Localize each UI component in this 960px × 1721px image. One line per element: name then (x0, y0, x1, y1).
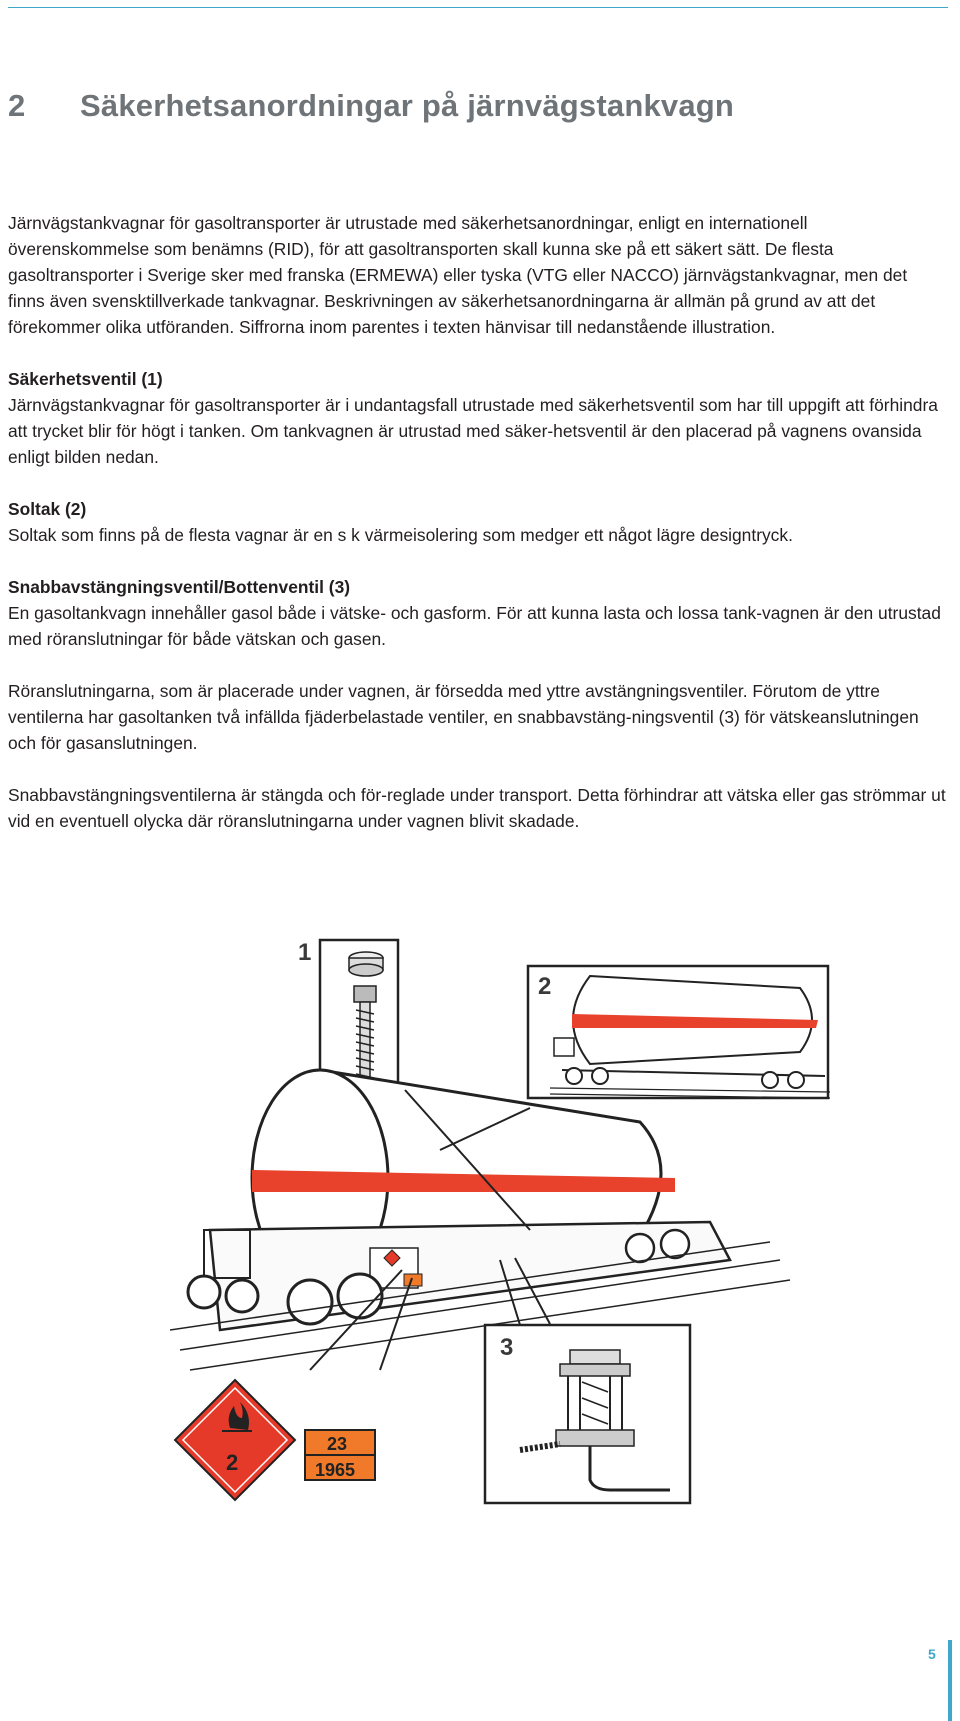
orange-plate (305, 1430, 375, 1480)
section-soltak (8, 496, 948, 548)
hazard-label-icon (175, 1380, 295, 1500)
page-title (8, 88, 734, 124)
callout-2: 2 (538, 973, 552, 1000)
section-heading: Snabbavstängningsventil/Bottenventil (3) (8, 577, 351, 597)
section-text: En gasoltankvagn innehåller gasol både i vätske- och gasform. För att kunna lasta och lossa tank-vagnen är den utrustad med röranslutningar för både vätskan och gasen. (8, 603, 941, 649)
hazard-class-number: 2 (226, 1450, 239, 1475)
plate-top-number: 23 (327, 1434, 348, 1454)
page-edge-bar (948, 1640, 952, 1721)
panel-bottom-valve (485, 1325, 690, 1503)
page-number: 5 (928, 1646, 936, 1662)
callout-3: 3 (500, 1334, 514, 1361)
section-text: Soltak som finns på de flesta vagnar är en s k värmeisolering som medger ett något lägre designtryck. (8, 525, 793, 545)
callout-1: 1 (298, 939, 312, 966)
section-bottenventil (8, 574, 948, 652)
panel-sun-roof (528, 966, 830, 1098)
plate-bottom-number: 1965 (315, 1460, 356, 1480)
main-tank-wagon (170, 1070, 790, 1370)
chapter-title: Säkerhetsanordningar på järnvägstankvagn (80, 88, 735, 123)
top-rule (8, 7, 948, 8)
chapter-number: 2 (8, 88, 26, 123)
tank-wagon-illustration (170, 930, 950, 1610)
section-sakerhetsventil (8, 366, 948, 470)
section-heading: Soltak (2) (8, 499, 87, 519)
section-heading: Säkerhetsventil (1) (8, 369, 163, 389)
body-text (8, 210, 948, 860)
paragraph-roranslutningar: Röranslutningarna, som är placerade under vagnen, är försedda med yttre avstängningsventiler. Förutom de yttre ventilerna har gasoltanken två infällda fjäderbelastade ventiler, en snabbavstäng-ningsventil (3) för vätskeanslutningen och för gasanslutningen. (8, 681, 919, 753)
paragraph-snabbavstangning: Snabbavstängningsventilerna är stängda och för-reglade under transport. Detta förhindrar att vätska eller gas strömmar ut vid en eventuell olycka där röranslutningarna under vagnen blivit skadade. (8, 785, 946, 831)
section-text: Järnvägstankvagnar för gasoltransporter är i undantagsfall utrustade med säkerhetsventil som har till uppgift att förhindra att trycket blir för högt i tanken. Om tankvagnen är utrustad med säker-hetsventil är den placerad på vagnens ovansida enligt bilden nedan. (8, 395, 938, 467)
intro-paragraph: Järnvägstankvagnar för gasoltransporter är utrustade med säkerhetsanordningar, enligt en internationell överenskommelse som benämns (RID), för att gasoltransporten skall kunna ske på ett säkert sätt. De flesta gasoltransporter i Sverige sker med franska (ERMEWA) eller tyska (VTG eller NACCO) järnvägstankvagnar, men det finns även svensktillverkade tankvagnar. Beskrivningen av säkerhetsanordningarna är allmän på grund av att det förekommer olika utföranden. Siffrorna inom parentes i texten hänvisar till nedanstående illustration. (8, 213, 908, 337)
